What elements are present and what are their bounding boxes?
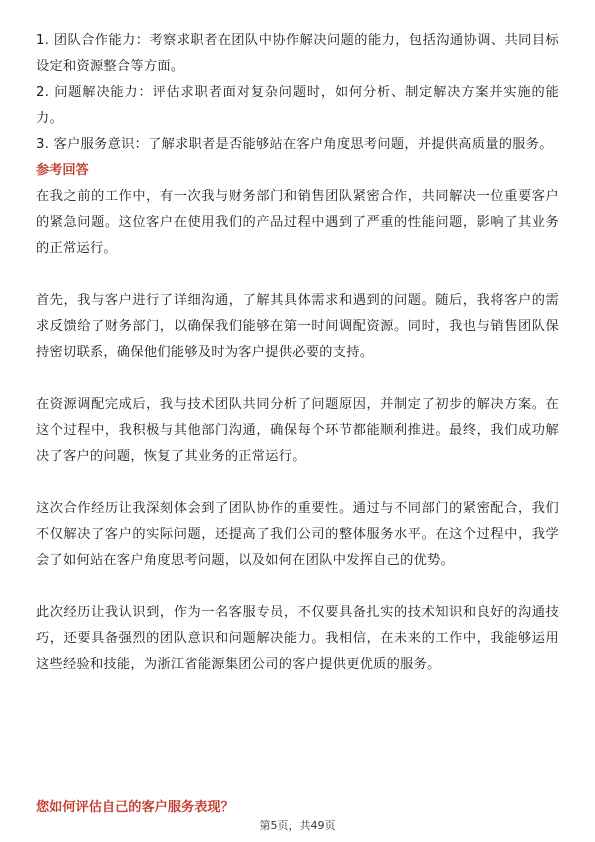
page-number-footer: 第5页，共49页	[259, 819, 336, 832]
paragraph-spacer	[36, 366, 559, 392]
paragraph-spacer	[36, 262, 559, 288]
intro-point-3: 3. 客户服务意识：了解求职者是否能够站在客户角度思考问题，并提供高质量的服务。	[36, 137, 553, 152]
paragraph-spacer	[36, 574, 559, 600]
answer-paragraph-2: 首先，我与客户进行了详细沟通，了解其具体需求和遇到的问题。随后，我将客户的需求反馈给了财务部门，以确保我们能够在第一时间调配资源。同时，我也与销售团队保持密切联系，确保他们能够及时为客户提供必要的支持。	[36, 293, 559, 360]
paragraph-spacer	[36, 470, 559, 496]
intro-point-1: 1. 团队合作能力：考察求职者在团队中协作解决问题的能力，包括沟通协调、共同目标设定和资源整合等方面。	[36, 33, 559, 74]
next-question-heading: 您如何评估自己的客户服务表现？	[36, 800, 234, 815]
intro-point-2: 2. 问题解决能力：评估求职者面对复杂问题时，如何分析、制定解决方案并实施的能力。	[36, 85, 559, 126]
answer-paragraph-1: 在我之前的工作中，有一次我与财务部门和销售团队紧密合作，共同解决一位重要客户的紧急问题。这位客户在使用我们的产品过程中遇到了严重的性能问题，影响了其业务的正常运行。	[36, 189, 559, 256]
answer-paragraph-4: 这次合作经历让我深刻体会到了团队协作的重要性。通过与不同部门的紧密配合，我们不仅解决了客户的实际问题，还提高了我们公司的整体服务水平。在这个过程中，我学会了如何站在客户角度思考问题，以及如何在团队中发挥自己的优势。	[36, 501, 559, 568]
answer-heading: 参考回答	[36, 163, 89, 178]
answer-paragraph-5: 此次经历让我认识到，作为一名客服专员，不仅要具备扎实的技术知识和良好的沟通技巧，还要具备强烈的团队意识和问题解决能力。我相信，在未来的工作中，我能够运用这些经验和技能，为浙江省能源集团公司的客户提供更优质的服务。	[36, 605, 559, 672]
document-body	[36, 28, 559, 678]
answer-paragraph-3: 在资源调配完成后，我与技术团队共同分析了问题原因，并制定了初步的解决方案。在这个过程中，我积极与其他部门沟通，确保每个环节都能顺利推进。最终，我们成功解决了客户的问题，恢复了其业务的正常运行。	[36, 397, 559, 464]
